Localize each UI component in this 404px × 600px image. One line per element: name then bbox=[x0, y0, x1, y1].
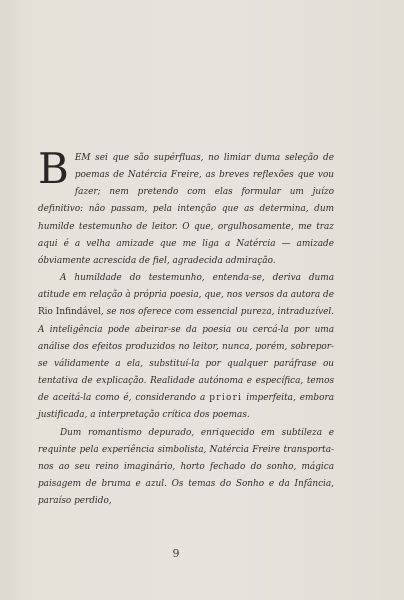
paragraph-2-text-b: , se nos oferece com essencial pureza, intraduzível. A inteligência pode abeirar-se da poesia ou cercá-la por uma análise dos efeitos produzidos no leitor, nunca, porém, sobrepor-se válidamente a ela, substituí-la por qualquer paráfrase ou tentativa de explicação. Realidade autónoma e específica, temos de aceitá-la como é, considerando a bbox=[38, 307, 334, 404]
body-text bbox=[38, 144, 334, 510]
latin-phrase: priori bbox=[209, 393, 243, 404]
paragraph-3-text: Dum romantismo depurado, enriquecido em subtileza e requinte pela experiência simbolista, Natércia Freire transporta-nos ao seu reino imaginário, horto fechado do sonho, mágica paisagem de bruma e azul. Os temas do Sonho e da Infância, paraíso perdido, bbox=[38, 427, 334, 507]
book-title: Rio Infindável bbox=[38, 307, 101, 318]
paragraph-2 bbox=[38, 270, 334, 424]
drop-cap: B bbox=[38, 144, 69, 193]
paragraph-1 bbox=[38, 144, 334, 270]
page-number: 9 bbox=[172, 547, 180, 560]
paragraph-3 bbox=[38, 425, 334, 511]
paragraph-2-text-a: A humildade do testemunho, entenda-se, deriva duma atitude em relação à própria poesia, que, nos versos da autora de bbox=[38, 273, 334, 301]
paragraph-2-text-c: imperfeita, embora justificada, a interpretação crítica dos poemas. bbox=[38, 393, 334, 421]
paragraph-1-text: EM sei que são supérfluas, no limiar duma seleção de poemas de Natércia Freire, as breves reflexões que vou fazer; nem pretendo com elas formular um juízo definitivo: não passam, pela intenção que as determina, dum humilde testemunho de leitor. O que, orgulhosamente, me traz aqui é a velha amizade que me liga a Natércia — amizade óbviamente acrescida de fiel, agradecida admiração. bbox=[38, 153, 334, 266]
